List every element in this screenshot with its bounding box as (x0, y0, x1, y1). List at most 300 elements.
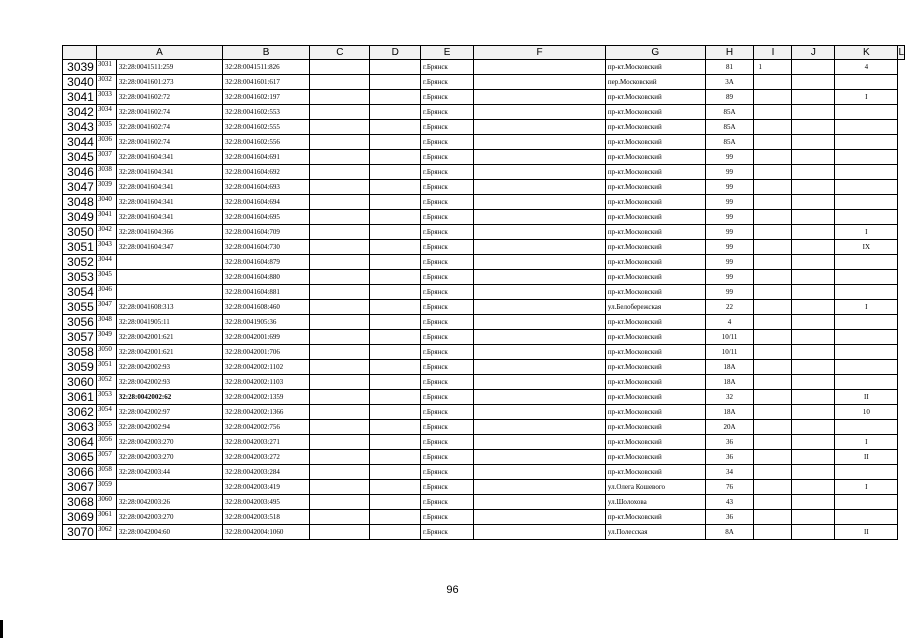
cell-f[interactable]: г.Брянск (421, 255, 474, 270)
cell-b[interactable]: 32:28:0042003:270 (116, 450, 222, 465)
cell-d[interactable] (310, 480, 370, 495)
cell-c[interactable]: 32:28:0041604:693 (223, 180, 310, 195)
cell-f[interactable]: г.Брянск (421, 240, 474, 255)
cell-l[interactable] (835, 330, 898, 345)
cell-h[interactable]: пр-кт.Московский (605, 345, 705, 360)
cell-l[interactable]: II (835, 525, 898, 540)
cell-j[interactable]: 1 (754, 60, 792, 75)
cell-a[interactable]: 3040 (96, 195, 116, 210)
row-number[interactable]: 3044 (63, 135, 97, 150)
cell-l[interactable]: 4 (835, 60, 898, 75)
cell-c[interactable]: 32:28:0041604:709 (223, 225, 310, 240)
cell-e[interactable] (370, 60, 421, 75)
cell-a[interactable]: 3062 (96, 525, 116, 540)
cell-h[interactable]: пр-кт.Московский (605, 465, 705, 480)
row-number[interactable]: 3064 (63, 435, 97, 450)
cell-d[interactable] (310, 135, 370, 150)
row-number[interactable]: 3068 (63, 495, 97, 510)
cell-c[interactable]: 32:28:0042003:495 (223, 495, 310, 510)
row-number[interactable]: 3039 (63, 60, 97, 75)
cell-h[interactable]: пр-кт.Московский (605, 420, 705, 435)
row-number[interactable]: 3048 (63, 195, 97, 210)
cell-k[interactable] (792, 180, 835, 195)
cell-e[interactable] (370, 285, 421, 300)
cell-b[interactable]: 32:28:0041608:313 (116, 300, 222, 315)
row-number[interactable]: 3055 (63, 300, 97, 315)
cell-f[interactable]: г.Брянск (421, 375, 474, 390)
cell-l[interactable] (835, 105, 898, 120)
cell-g[interactable] (474, 405, 606, 420)
cell-f[interactable]: г.Брянск (421, 120, 474, 135)
cell-c[interactable]: 32:28:0042003:419 (223, 480, 310, 495)
cell-c[interactable]: 32:28:0041608:460 (223, 300, 310, 315)
cell-k[interactable] (792, 405, 835, 420)
cell-b[interactable]: 32:28:0041604:341 (116, 180, 222, 195)
cell-b[interactable]: 32:28:0042002:97 (116, 405, 222, 420)
cell-l[interactable] (835, 465, 898, 480)
row-number[interactable]: 3047 (63, 180, 97, 195)
cell-a[interactable]: 3034 (96, 105, 116, 120)
cell-k[interactable] (792, 495, 835, 510)
cell-f[interactable]: г.Брянск (421, 135, 474, 150)
cell-l[interactable] (835, 345, 898, 360)
cell-a[interactable]: 3039 (96, 180, 116, 195)
cell-f[interactable]: г.Брянск (421, 150, 474, 165)
cell-f[interactable]: г.Брянск (421, 270, 474, 285)
row-number[interactable]: 3058 (63, 345, 97, 360)
cell-l[interactable] (835, 495, 898, 510)
cell-a[interactable]: 3061 (96, 510, 116, 525)
cell-g[interactable] (474, 180, 606, 195)
cell-i[interactable]: 36 (705, 450, 754, 465)
row-number[interactable]: 3041 (63, 90, 97, 105)
cell-c[interactable]: 32:28:0041602:556 (223, 135, 310, 150)
cell-k[interactable] (792, 90, 835, 105)
cell-f[interactable]: г.Брянск (421, 210, 474, 225)
cell-l[interactable]: II (835, 390, 898, 405)
cell-c[interactable]: 32:28:0041602:553 (223, 105, 310, 120)
cell-e[interactable] (370, 330, 421, 345)
cell-c[interactable]: 32:28:0042003:272 (223, 450, 310, 465)
cell-i[interactable]: 34 (705, 465, 754, 480)
cell-l[interactable] (835, 180, 898, 195)
cell-e[interactable] (370, 390, 421, 405)
row-number[interactable]: 3067 (63, 480, 97, 495)
row-number[interactable]: 3051 (63, 240, 97, 255)
cell-e[interactable] (370, 375, 421, 390)
cell-c[interactable]: 32:28:0042003:284 (223, 465, 310, 480)
cell-l[interactable]: I (835, 90, 898, 105)
cell-i[interactable]: 99 (705, 285, 754, 300)
cell-l[interactable] (835, 285, 898, 300)
cell-k[interactable] (792, 165, 835, 180)
cell-f[interactable]: г.Брянск (421, 420, 474, 435)
cell-c[interactable]: 32:28:0041604:881 (223, 285, 310, 300)
cell-l[interactable] (835, 360, 898, 375)
cell-h[interactable]: пр-кт.Московский (605, 435, 705, 450)
cell-f[interactable]: г.Брянск (421, 390, 474, 405)
row-number[interactable]: 3065 (63, 450, 97, 465)
cell-k[interactable] (792, 435, 835, 450)
cell-a[interactable]: 3043 (96, 240, 116, 255)
cell-d[interactable] (310, 240, 370, 255)
cell-g[interactable] (474, 390, 606, 405)
cell-k[interactable] (792, 225, 835, 240)
row-number[interactable]: 3054 (63, 285, 97, 300)
cell-c[interactable]: 32:28:0042001:699 (223, 330, 310, 345)
cell-i[interactable]: 18А (705, 375, 754, 390)
cell-g[interactable] (474, 90, 606, 105)
cell-j[interactable] (754, 255, 792, 270)
cell-k[interactable] (792, 390, 835, 405)
cell-k[interactable] (792, 360, 835, 375)
cell-b[interactable]: 32:28:0042003:270 (116, 510, 222, 525)
cell-g[interactable] (474, 60, 606, 75)
cell-c[interactable]: 32:28:0042002:1366 (223, 405, 310, 420)
cell-f[interactable]: г.Брянск (421, 195, 474, 210)
cell-a[interactable]: 3053 (96, 390, 116, 405)
cell-a[interactable]: 3036 (96, 135, 116, 150)
cell-l[interactable]: 10 (835, 405, 898, 420)
cell-h[interactable]: пер.Московский (605, 75, 705, 90)
cell-d[interactable] (310, 525, 370, 540)
cell-e[interactable] (370, 270, 421, 285)
cell-i[interactable]: 85А (705, 105, 754, 120)
cell-f[interactable]: г.Брянск (421, 90, 474, 105)
cell-f[interactable]: г.Брянск (421, 105, 474, 120)
cell-e[interactable] (370, 180, 421, 195)
cell-i[interactable]: 10/11 (705, 330, 754, 345)
cell-d[interactable] (310, 285, 370, 300)
cell-h[interactable]: ул.Полесская (605, 525, 705, 540)
cell-h[interactable]: ул.Шолохова (605, 495, 705, 510)
cell-g[interactable] (474, 105, 606, 120)
cell-d[interactable] (310, 450, 370, 465)
cell-k[interactable] (792, 75, 835, 90)
column-header-k[interactable]: K (835, 46, 898, 60)
cell-i[interactable]: 36 (705, 510, 754, 525)
cell-j[interactable] (754, 120, 792, 135)
cell-l[interactable] (835, 195, 898, 210)
cell-e[interactable] (370, 450, 421, 465)
cell-i[interactable]: 22 (705, 300, 754, 315)
select-all-corner[interactable] (63, 46, 97, 60)
column-header-l[interactable]: L (898, 47, 904, 58)
cell-f[interactable]: г.Брянск (421, 450, 474, 465)
cell-g[interactable] (474, 360, 606, 375)
cell-c[interactable]: 32:28:0041604:694 (223, 195, 310, 210)
cell-b[interactable]: 32:28:0041602:72 (116, 90, 222, 105)
cell-h[interactable]: пр-кт.Московский (605, 105, 705, 120)
cell-a[interactable]: 3046 (96, 285, 116, 300)
column-header-d[interactable]: D (370, 46, 421, 60)
cell-b[interactable]: 32:28:0042003:26 (116, 495, 222, 510)
cell-g[interactable] (474, 150, 606, 165)
cell-h[interactable]: пр-кт.Московский (605, 390, 705, 405)
cell-a[interactable]: 3051 (96, 360, 116, 375)
cell-e[interactable] (370, 480, 421, 495)
cell-c[interactable]: 32:28:0042002:756 (223, 420, 310, 435)
cell-h[interactable]: пр-кт.Московский (605, 210, 705, 225)
cell-g[interactable] (474, 135, 606, 150)
cell-a[interactable]: 3057 (96, 450, 116, 465)
cell-c[interactable]: 32:28:0041604:730 (223, 240, 310, 255)
cell-a[interactable]: 3038 (96, 165, 116, 180)
cell-i[interactable]: 18А (705, 360, 754, 375)
cell-g[interactable] (474, 465, 606, 480)
column-header-g[interactable]: G (605, 46, 705, 60)
cell-f[interactable]: г.Брянск (421, 510, 474, 525)
cell-a[interactable]: 3033 (96, 90, 116, 105)
cell-d[interactable] (310, 180, 370, 195)
cell-b[interactable]: 32:28:0041604:347 (116, 240, 222, 255)
cell-k[interactable] (792, 285, 835, 300)
cell-i[interactable]: 76 (705, 480, 754, 495)
row-number[interactable]: 3066 (63, 465, 97, 480)
cell-f[interactable]: г.Брянск (421, 60, 474, 75)
cell-g[interactable] (474, 165, 606, 180)
cell-d[interactable] (310, 495, 370, 510)
cell-k[interactable] (792, 210, 835, 225)
cell-a[interactable]: 3035 (96, 120, 116, 135)
cell-a[interactable]: 3058 (96, 465, 116, 480)
cell-d[interactable] (310, 225, 370, 240)
cell-l[interactable] (835, 210, 898, 225)
cell-e[interactable] (370, 360, 421, 375)
cell-j[interactable] (754, 480, 792, 495)
cell-i[interactable]: 99 (705, 255, 754, 270)
cell-j[interactable] (754, 420, 792, 435)
cell-g[interactable] (474, 120, 606, 135)
cell-l[interactable]: IX (835, 240, 898, 255)
cell-g[interactable] (474, 300, 606, 315)
cell-i[interactable]: 99 (705, 180, 754, 195)
row-number[interactable]: 3061 (63, 390, 97, 405)
cell-d[interactable] (310, 345, 370, 360)
cell-c[interactable]: 32:28:0042004:1060 (223, 525, 310, 540)
cell-e[interactable] (370, 300, 421, 315)
cell-b[interactable]: 32:28:0041604:341 (116, 150, 222, 165)
cell-f[interactable]: г.Брянск (421, 360, 474, 375)
column-header-a[interactable]: A (96, 46, 222, 60)
cell-k[interactable] (792, 135, 835, 150)
cell-e[interactable] (370, 510, 421, 525)
cell-g[interactable] (474, 510, 606, 525)
cell-i[interactable]: 99 (705, 150, 754, 165)
cell-c[interactable]: 32:28:0042002:1103 (223, 375, 310, 390)
cell-e[interactable] (370, 225, 421, 240)
cell-e[interactable] (370, 105, 421, 120)
cell-d[interactable] (310, 270, 370, 285)
row-number[interactable]: 3057 (63, 330, 97, 345)
cell-g[interactable] (474, 330, 606, 345)
cell-c[interactable]: 32:28:0041604:691 (223, 150, 310, 165)
cell-l[interactable]: I (835, 300, 898, 315)
cell-g[interactable] (474, 195, 606, 210)
cell-f[interactable]: г.Брянск (421, 495, 474, 510)
cell-i[interactable]: 81 (705, 60, 754, 75)
cell-j[interactable] (754, 75, 792, 90)
cell-b[interactable]: 32:28:0041511:259 (116, 60, 222, 75)
row-number[interactable]: 3050 (63, 225, 97, 240)
cell-d[interactable] (310, 105, 370, 120)
cell-d[interactable] (310, 330, 370, 345)
cell-g[interactable] (474, 525, 606, 540)
cell-b[interactable] (116, 480, 222, 495)
row-number[interactable]: 3070 (63, 525, 97, 540)
cell-a[interactable]: 3055 (96, 420, 116, 435)
cell-d[interactable] (310, 315, 370, 330)
cell-e[interactable] (370, 525, 421, 540)
cell-a[interactable]: 3049 (96, 330, 116, 345)
row-number[interactable]: 3049 (63, 210, 97, 225)
cell-e[interactable] (370, 405, 421, 420)
cell-e[interactable] (370, 345, 421, 360)
cell-c[interactable]: 32:28:0041604:880 (223, 270, 310, 285)
cell-h[interactable]: пр-кт.Московский (605, 165, 705, 180)
cell-e[interactable] (370, 240, 421, 255)
cell-j[interactable] (754, 225, 792, 240)
cell-g[interactable] (474, 210, 606, 225)
cell-d[interactable] (310, 60, 370, 75)
cell-c[interactable]: 32:28:0042001:706 (223, 345, 310, 360)
cell-h[interactable]: пр-кт.Московский (605, 150, 705, 165)
cell-c[interactable]: 32:28:0041511:826 (223, 60, 310, 75)
cell-d[interactable] (310, 390, 370, 405)
cell-k[interactable] (792, 375, 835, 390)
row-number[interactable]: 3069 (63, 510, 97, 525)
cell-g[interactable] (474, 75, 606, 90)
column-header-c[interactable]: C (310, 46, 370, 60)
row-number[interactable]: 3062 (63, 405, 97, 420)
cell-e[interactable] (370, 165, 421, 180)
cell-b[interactable] (116, 255, 222, 270)
cell-b[interactable]: 32:28:0041604:341 (116, 165, 222, 180)
cell-d[interactable] (310, 255, 370, 270)
cell-k[interactable] (792, 150, 835, 165)
cell-h[interactable]: пр-кт.Московский (605, 180, 705, 195)
cell-c[interactable]: 32:28:0041601:617 (223, 75, 310, 90)
row-number[interactable]: 3059 (63, 360, 97, 375)
cell-j[interactable] (754, 315, 792, 330)
cell-b[interactable]: 32:28:0042001:621 (116, 345, 222, 360)
cell-j[interactable] (754, 435, 792, 450)
cell-b[interactable] (116, 285, 222, 300)
cell-e[interactable] (370, 255, 421, 270)
cell-g[interactable] (474, 285, 606, 300)
cell-g[interactable] (474, 225, 606, 240)
cell-h[interactable]: пр-кт.Московский (605, 195, 705, 210)
cell-b[interactable]: 32:28:0041604:341 (116, 210, 222, 225)
cell-k[interactable] (792, 255, 835, 270)
column-header-e[interactable]: E (421, 46, 474, 60)
cell-b[interactable]: 32:28:0041602:74 (116, 105, 222, 120)
cell-b[interactable]: 32:28:0042002:94 (116, 420, 222, 435)
cell-c[interactable]: 32:28:0041604:879 (223, 255, 310, 270)
cell-j[interactable] (754, 270, 792, 285)
cell-d[interactable] (310, 420, 370, 435)
cell-j[interactable] (754, 360, 792, 375)
cell-i[interactable]: 4 (705, 315, 754, 330)
row-number[interactable]: 3052 (63, 255, 97, 270)
cell-b[interactable]: 32:28:0042003:44 (116, 465, 222, 480)
cell-i[interactable]: 99 (705, 240, 754, 255)
cell-f[interactable]: г.Брянск (421, 285, 474, 300)
cell-k[interactable] (792, 60, 835, 75)
cell-l[interactable]: I (835, 225, 898, 240)
cell-a[interactable]: 3052 (96, 375, 116, 390)
cell-b[interactable] (116, 270, 222, 285)
cell-b[interactable]: 32:28:0041604:341 (116, 195, 222, 210)
cell-e[interactable] (370, 420, 421, 435)
cell-l[interactable] (835, 375, 898, 390)
cell-k[interactable] (792, 345, 835, 360)
cell-a[interactable]: 3054 (96, 405, 116, 420)
cell-i[interactable]: 85А (705, 120, 754, 135)
cell-b[interactable]: 32:28:0042004:60 (116, 525, 222, 540)
cell-k[interactable] (792, 270, 835, 285)
cell-l[interactable] (835, 270, 898, 285)
cell-i[interactable]: 99 (705, 210, 754, 225)
cell-c[interactable]: 32:28:0042002:1359 (223, 390, 310, 405)
cell-l[interactable]: I (835, 480, 898, 495)
cell-a[interactable]: 3060 (96, 495, 116, 510)
cell-i[interactable]: 99 (705, 270, 754, 285)
cell-f[interactable]: г.Брянск (421, 480, 474, 495)
cell-f[interactable]: г.Брянск (421, 435, 474, 450)
cell-a[interactable]: 3032 (96, 75, 116, 90)
column-header-i[interactable]: I (754, 46, 792, 60)
cell-j[interactable] (754, 465, 792, 480)
cell-j[interactable] (754, 165, 792, 180)
column-header-h[interactable]: H (705, 46, 754, 60)
cell-d[interactable] (310, 150, 370, 165)
cell-i[interactable]: 99 (705, 165, 754, 180)
cell-f[interactable]: г.Брянск (421, 315, 474, 330)
cell-k[interactable] (792, 120, 835, 135)
cell-i[interactable]: 36 (705, 435, 754, 450)
cell-f[interactable]: г.Брянск (421, 300, 474, 315)
cell-i[interactable]: 20А (705, 420, 754, 435)
cell-k[interactable] (792, 420, 835, 435)
cell-l[interactable] (835, 135, 898, 150)
cell-d[interactable] (310, 75, 370, 90)
cell-j[interactable] (754, 285, 792, 300)
cell-k[interactable] (792, 105, 835, 120)
cell-l[interactable] (835, 75, 898, 90)
cell-k[interactable] (792, 450, 835, 465)
row-number[interactable]: 3060 (63, 375, 97, 390)
cell-j[interactable] (754, 240, 792, 255)
cell-k[interactable] (792, 300, 835, 315)
cell-e[interactable] (370, 210, 421, 225)
cell-g[interactable] (474, 495, 606, 510)
cell-j[interactable] (754, 150, 792, 165)
cell-d[interactable] (310, 300, 370, 315)
row-number[interactable]: 3045 (63, 150, 97, 165)
cell-b[interactable]: 32:28:0041604:366 (116, 225, 222, 240)
cell-b[interactable]: 32:28:0041602:74 (116, 120, 222, 135)
cell-d[interactable] (310, 90, 370, 105)
cell-b[interactable]: 32:28:0042003:270 (116, 435, 222, 450)
cell-e[interactable] (370, 90, 421, 105)
cell-l[interactable]: II (835, 450, 898, 465)
cell-h[interactable]: пр-кт.Московский (605, 90, 705, 105)
row-number[interactable]: 3040 (63, 75, 97, 90)
cell-b[interactable]: 32:28:0041601:273 (116, 75, 222, 90)
cell-h[interactable]: пр-кт.Московский (605, 330, 705, 345)
cell-h[interactable]: пр-кт.Московский (605, 405, 705, 420)
